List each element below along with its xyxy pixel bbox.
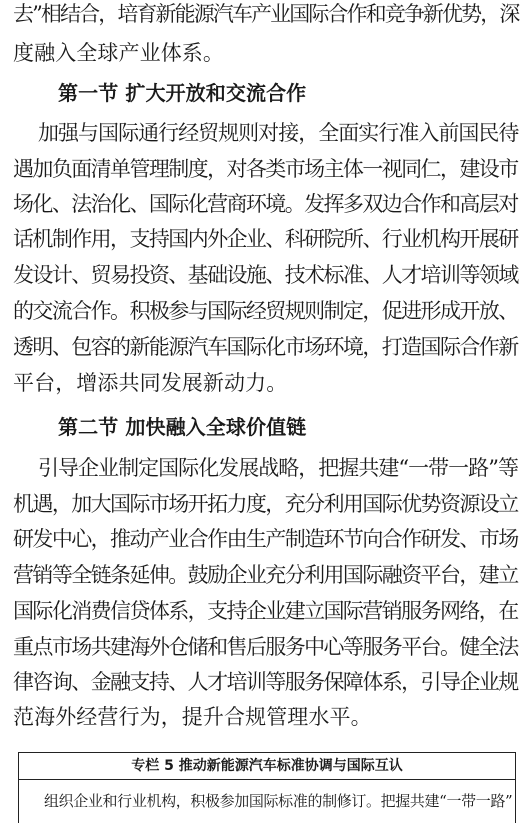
paragraph-line: 平台，增添共同发展新动力。 [13,371,288,395]
paragraph-line: 的交流合作。积极参与国际经贸规则制定，促进形成开放、 [13,299,518,323]
section-heading-2: 第二节 加快融入全球价值链 [58,415,307,439]
paragraph-line: 国际化消费信贷体系，支持企业建立国际营销服务网络，在 [13,599,518,623]
paragraph-line: 去”相结合，培育新能源汽车产业国际合作和竞争新优势，深 [13,2,519,26]
paragraph-line: 营销等全链条延伸。鼓励企业充分利用国际融资平台，建立 [13,563,518,587]
paragraph-line: 律咨询、金融支持、人才培训等服务保障体系，引导企业规 [13,670,518,694]
paragraph-line: 度融入全球产业体系。 [13,41,224,65]
paragraph-line: 话机制作用，支持国内外企业、科研院所、行业机构开展研 [13,227,518,251]
paragraph-line: 场化、法治化、国际化营商环境。发挥多双边合作和高层对 [13,192,518,216]
paragraph-line: 范海外经营行为，提升合规管理水平。 [13,705,372,729]
paragraph-line: 遇加负面清单管理制度，对各类市场主体一视同仁，建设市 [13,157,518,181]
paragraph-line: 加强与国际通行经贸规则对接，全面实行准入前国民待 [38,121,519,145]
paragraph-line: 发设计、贸易投资、基础设施、技术标准、人才培训等领域 [13,263,518,287]
section-heading-1: 第一节 扩大开放和交流合作 [58,81,307,105]
paragraph-line: 机遇，加大国际市场开拓力度，充分利用国际优势资源设立 [13,492,518,516]
paragraph-line: 重点市场共建海外仓储和售后服务中心等服务平台。健全法 [13,635,518,659]
sidebar-box [18,752,516,823]
box-text: 组织企业和行业机构，积极参加国际标准的制修订。把握共建“一带一路” [44,792,513,810]
box-body [18,779,516,823]
box-title: 专栏 5 推动新能源汽车标准协调与国际互认 [18,752,516,780]
paragraph-line: 研发中心，推动产业合作由生产制造环节向合作研发、市场 [13,527,518,551]
paragraph-line: 引导企业制定国际化发展战略，把握共建“一带一路”等 [38,456,518,480]
paragraph-line: 透明、包容的新能源汽车国际化市场环境，打造国际合作新 [13,335,518,359]
